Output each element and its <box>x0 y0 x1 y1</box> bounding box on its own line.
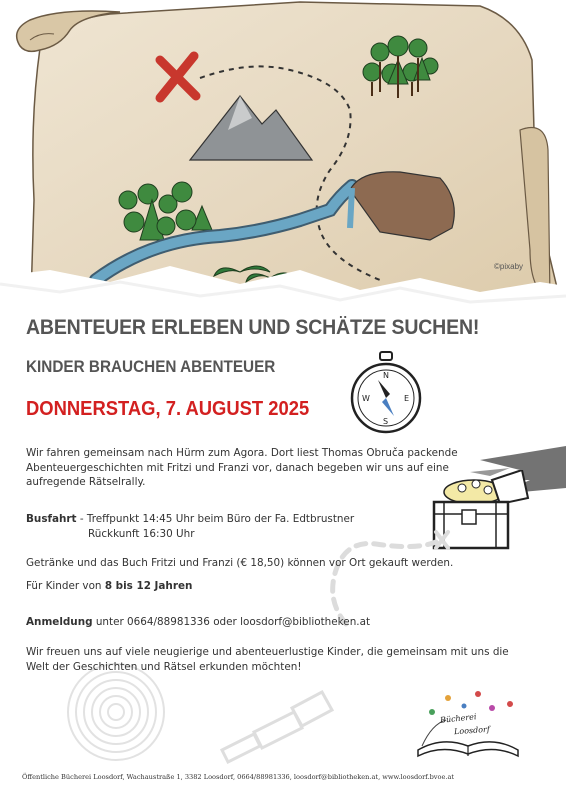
age-info <box>26 579 192 594</box>
compass-icon <box>348 350 424 436</box>
footer-address: Öffentliche Bücherei Loosdorf, Wachaustraße 1, 3382 Loosdorf, 0664/88981336, loosdorf@bibliotheken.at, www.loosdorf.bvoe.at <box>22 773 455 781</box>
svg-text:N: N <box>383 371 389 380</box>
age-range: 8 bis 12 Jahren <box>104 580 193 592</box>
drinks-info: Getränke und das Buch Fritzi und Franzi (€ 18,50) können vor Ort gekauft werden. <box>26 557 454 569</box>
invitation-paragraph: Wir freuen uns auf viele neugierige und abenteuerlustige Kinder, die gemeinsam mit uns die Welt der Geschichten und Rätsel erkunden möchten! <box>26 646 509 673</box>
library-logo <box>402 684 534 764</box>
svg-text:E: E <box>404 394 410 403</box>
bus-label: Busfahrt <box>26 513 77 525</box>
bus-return: Rückkunft 16:30 Uhr <box>88 527 195 540</box>
registration-info <box>26 615 370 630</box>
page-title: ABENTEUER ERLEBEN UND SCHÄTZE SUCHEN! <box>26 316 480 339</box>
page-subtitle: KINDER BRAUCHEN ABENTEUER <box>26 357 276 376</box>
bus-info <box>26 512 354 541</box>
registration-contact: unter 0664/88981336 oder loosdorf@bibliotheken.at <box>92 616 371 628</box>
registration-label: Anmeldung <box>26 616 93 628</box>
svg-text:S: S <box>383 417 389 426</box>
maze-decoration <box>64 660 168 764</box>
telescope-icon <box>214 688 334 764</box>
logo-text-line2: Loosdorf <box>453 724 491 737</box>
age-prefix: Für Kinder von <box>26 580 105 592</box>
bus-departure: - Treffpunkt 14:45 Uhr beim Büro der Fa. Edtbrustner <box>76 513 355 525</box>
svg-text:W: W <box>362 394 370 403</box>
logo-text-line1: Bücherei <box>439 712 477 725</box>
event-date: DONNERSTAG, 7. AUGUST 2025 <box>26 398 310 420</box>
image-credit: ©pixaby <box>494 262 524 271</box>
treasure-map-illustration <box>0 0 566 330</box>
intro-paragraph: Wir fahren gemeinsam nach Hürm zum Agora. Dort liest Thomas Obruča packende Abenteuergeschichten mit Fritzi und Franzi vor, danach begeben wir uns auf eine aufregende Rätselrally. <box>26 447 458 488</box>
